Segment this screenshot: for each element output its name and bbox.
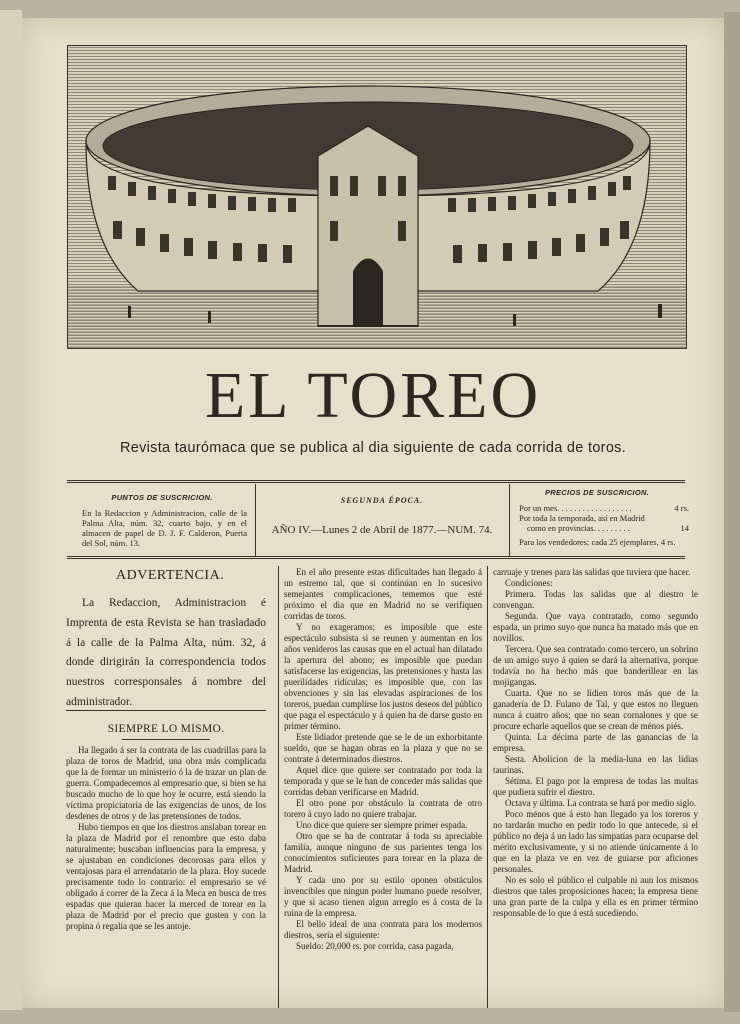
info-top-rule-2 — [67, 482, 685, 483]
col2-paragraph-6: Uno dice que quiere ser siempre primer espada. — [296, 820, 468, 830]
masthead-title: EL TOREO — [204, 359, 542, 432]
precios-list — [519, 503, 689, 547]
col3-paragraph-3: Primera. Todas las salidas que al diestro le convengan. — [493, 589, 698, 610]
column-divider-2 — [487, 566, 488, 1008]
col3-paragraph-7: Quinta. La décima parte de las ganancias de la empresa. — [493, 732, 698, 753]
col2-paragraph-9: El bello ideal de una contrata para los modernos diestros, sería el siguiente: — [284, 919, 482, 940]
col3-paragraph-9: Sétima. El pago por la empresa de todas las multas que pudiera sufrir el diestro. — [493, 776, 698, 797]
col2-paragraph-10: Sueldo: 20,000 rs. por corrida, casa pagada, — [296, 941, 454, 951]
col3-paragraph-1: carruaje y trenes para las salidas que tuviera que hacer. — [493, 567, 691, 577]
info-top-rule — [67, 480, 685, 481]
section-rule-top — [66, 710, 266, 711]
precio-3-value: 14 — [680, 523, 689, 533]
precio-4: Para los vendedores: cada 25 ejemplares, 4 rs. — [519, 537, 676, 547]
col3-paragraph-8: Sesta. Abolicion de la media-luna en las lidias taurinas. — [493, 754, 698, 775]
col3-paragraph-10: Octava y última. La contrata se hará por medio siglo. — [505, 798, 697, 808]
edition-label: SEGUNDA ÉPOCA. — [340, 496, 424, 505]
precio-2-label: Por toda la temporada, así en Madrid — [519, 513, 645, 523]
col3-paragraph-12: No es solo el público el culpable ni aun los mismos diestros que tales proposiciones hacen; la empresa tiene una gran parte de la culpa y ella es en primer término responsable de lo que á está sucediendo. — [493, 875, 698, 918]
advertencia-title: ADVERTENCIA. — [116, 568, 225, 583]
suscripcion-text: En la Redaccion y Administracion, calle de la Palma Alta, núm. 32, cuarto bajo, y en el almacen de papel de D. J. F. Calderon, Puerta del Sol, núm. 13. — [82, 508, 247, 548]
siempre-paragraph-2: Hubo tiempos en que los diestros anslaban torear en la plaza de Madrid por el renombre que esto daba naturalmente; buscaban influencias para la empresa, y se ajustaban en condiciones decorosas para ellos y ventajosas para el arrendatario de la plaza. Hoy sucede precisamente todo lo contrario: el empresario se vé obligado á correr de la Zeca á la Meca en busca de tres espadas que quieran hacer la merced de torear en la plaza de Madrid por el precio que gusten y con la propina ó regalía que se les antoje. — [66, 822, 266, 931]
col3-paragraph-2: Condiciones: — [505, 578, 553, 588]
newspaper-page — [22, 18, 724, 1008]
col3-paragraph-4: Segunda. Que vaya contratado, como segundo espada, un primo suyo que nunca ha matado más que en novillos. — [493, 611, 698, 643]
info-divider-left — [255, 484, 256, 556]
previous-page-edge — [0, 10, 22, 1010]
advertencia-body — [66, 594, 266, 713]
section-rule-bottom — [122, 739, 210, 740]
precio-3-label: como en provincias. . . . . . . . . — [527, 523, 630, 533]
col2-paragraph-1: En el año presente estas dificultades han llegado á un estremo tal, que si continúan en lo sucesivo semejantes complicaciones, tememos que esté próximo el dia que en Madrid no se verifiquen corridas de toros. — [284, 567, 482, 621]
col3-paragraph-11: Poco ménos que á esto han llegado ya los toreros y no tardarán mucho en pedir todo lo que antecede, si el público no deja á un lado las simpatías para ocuparse del mérito exclusivamente, y si no atiende únicamente á lo que en la plaza ve en vez de guiarse por aficiones personales. — [493, 809, 698, 874]
precio-1-value: 4 rs. — [674, 503, 689, 513]
info-bottom-rule-2 — [67, 558, 685, 559]
bullring-engraving — [67, 45, 687, 349]
precio-1-label: Por un mes. . . . . . . . . . . . . . . . . . — [519, 503, 632, 513]
col3-paragraph-5: Tercera. Que sea contratado como tercero, un sobrino de un amigo suyo á quien se dará la alternativa, porque todavía no ha hecho más que banderillear en las mojigangas. — [493, 644, 698, 687]
col2-paragraph-3: Este lidiador pretende que se le de un exhorbitante sueldo, que se hagan obras en la plaza y que no se contrate á determinados diestros. — [284, 732, 482, 764]
column-2 — [284, 567, 482, 952]
suscripcion-heading: PUNTOS DE SUSCRICION. — [111, 493, 213, 502]
column-divider-1 — [278, 566, 279, 1008]
siempre-paragraph-1: Ha llegado á ser la contrata de las cuadrillas para la plaza de toros de Madrid, una obra más complicada que la de formar un ministerio ó la de trazar un plan de guerra. Compadecemos al empresario que, si bien se ha buscado mucho de lo que hoy le ocurre, está siendo la víctima propiciatoria de las exigencias de unos, de los desdenes de otros y de las pretensiones de todos. — [66, 745, 266, 821]
masthead-subtitle: Revista taurómaca que se publica al dia siguiente de cada corrida de toros. — [119, 440, 627, 456]
book-edge — [724, 12, 740, 1012]
issue-line: AÑO IV.—Lunes 2 de Abril de 1877.—NUM. 74. — [271, 524, 493, 536]
col2-paragraph-2: Y no exageramos; es imposible que este espectáculo subsista si se reunen y aumentan en los años venideros las causas que en el actual han dilatado la apertura del abono; es imposible que puedan satisfacerse las exigencias, las pretensiones y hasta las puerilidades ridículas; es imposible que, con las obvenciones y sin las elevadas aspiraciones de los toreros, puedan cumplirse los justos deseos del público que paga el espectáculo y á quien ha de darse gusto en primer término. — [284, 622, 482, 731]
col2-paragraph-7: Otro que se ha de contratar á toda su apreciable familia, aunque ninguno de sus parientes tenga los conocimientos suficientes para torear en la plaza de Madrid. — [284, 831, 482, 874]
info-bottom-rule — [67, 556, 685, 557]
col3-paragraph-6: Cuarta. Que no se lidien toros más que de la ganadería de D. Fulano de Tal, y que estos no lleguen nunca á cuatro años; que no sean cornalones y que se procure echarle aquellos que se crean de ménos piés. — [493, 688, 698, 731]
info-divider-right — [509, 484, 510, 556]
column-3 — [493, 567, 698, 919]
col2-paragraph-4: Aquel dice que quiere ser contratado por toda la temporada y que se le han de conceder más salidas que corridas deban verificarse en Madrid. — [284, 765, 482, 797]
siempre-title: SIEMPRE LO MISMO. — [107, 723, 225, 735]
col2-paragraph-8: Y cada uno por su estilo oponen obstáculos invencibles que ningun poder humano puede resolver, y que si acaso tienen algun arreglo es á costa de la ruina de la empresa. — [284, 875, 482, 918]
advertencia-paragraph: La Redaccion, Administracion é Imprenta de esta Revista se han trasladado á la calle de la Palma Alta, núm. 32, á donde dirigirán la correspondencia todos nuestros corresponsales á nombre del administrador. — [66, 597, 266, 708]
siempre-column — [66, 745, 266, 932]
precios-heading: PRECIOS DE SUSCRICION. — [544, 488, 650, 497]
col2-paragraph-5: El otro pone por obstáculo la contrata de otro torero á cuyo lado no quiere trabajar. — [284, 798, 482, 819]
